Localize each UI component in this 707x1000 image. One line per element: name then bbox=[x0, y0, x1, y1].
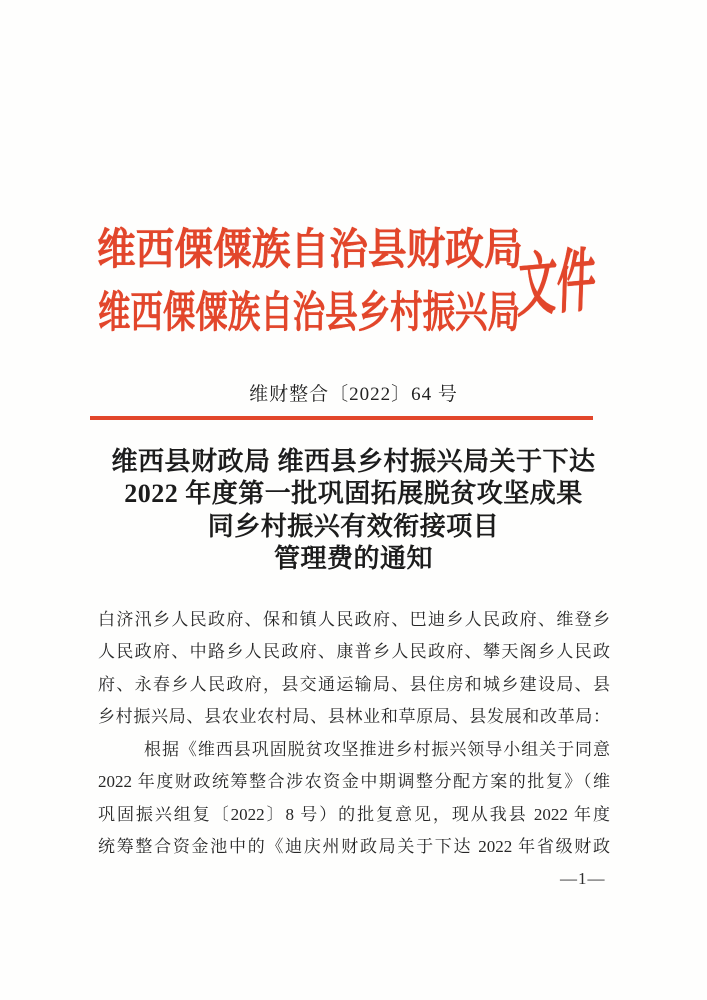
title-line: 管理费的通知 bbox=[273, 544, 433, 574]
letterhead-agency-line1: 维西傈僳族自治县财政局 bbox=[97, 227, 523, 274]
document-body bbox=[98, 604, 610, 864]
body-line: 白济汛乡人民政府、保和镇人民政府、巴迪乡人民政府、维登乡 bbox=[98, 610, 610, 629]
body-line: 府、永春乡人民政府，县交通运输局、县住房和城乡建设局、县 bbox=[98, 674, 610, 694]
title-line: 维西县财政局 维西县乡村振兴局关于下达 bbox=[111, 447, 596, 476]
document-title bbox=[97, 446, 610, 576]
red-separator-rule bbox=[90, 416, 593, 420]
title-line: 2022 年度第一批巩固拓展脱贫攻坚成果 bbox=[124, 479, 583, 509]
page-number: —1— bbox=[560, 869, 606, 888]
body-line: 统筹整合资金池中的《迪庆州财政局关于下达 2022 年省级财政 bbox=[98, 837, 610, 857]
body-line: 根据《维西县巩固脱贫攻坚推进乡村振兴领导小组关于同意 bbox=[144, 739, 610, 759]
letterhead-agency-line2: 维西傈僳族自治县乡村振兴局 bbox=[98, 290, 521, 337]
title-line: 同乡村振兴有效衔接项目 bbox=[207, 511, 500, 541]
body-line: 人民政府、中路乡人民政府、康普乡人民政府、攀天阁乡人民政 bbox=[98, 642, 610, 662]
body-line: 2022 年度财政统筹整合涉农资金中期调整分配方案的批复》（维 bbox=[98, 772, 610, 792]
body-line: 巩固振兴组复〔2022〕8 号）的批复意见，现从我县 2022 年度 bbox=[98, 804, 610, 824]
letterhead-doc-type-label: 文件 bbox=[516, 241, 598, 326]
document-number: 维财整合〔2022〕64 号 bbox=[249, 384, 458, 405]
body-line: 乡村振兴局、县农业农村局、县林业和草原局、县发展和改革局： bbox=[98, 707, 610, 727]
